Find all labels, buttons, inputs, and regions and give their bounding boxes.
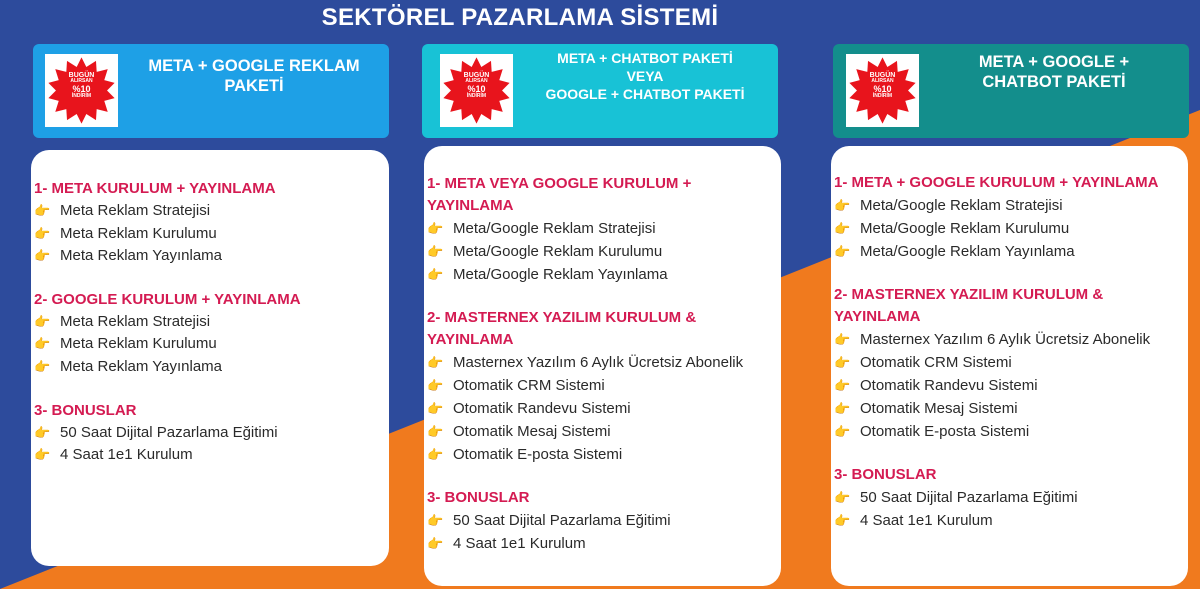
- list-item: [427, 420, 781, 443]
- list-item: [427, 240, 781, 263]
- list-item: [34, 200, 389, 223]
- item-text: Meta/Google Reklam Kurulumu: [453, 243, 663, 260]
- item-text: Meta Reklam Kurulumu: [60, 224, 217, 242]
- pointing-hand-icon: 👉: [834, 244, 851, 259]
- item-text: Otomatik Randevu Sistemi: [453, 400, 631, 417]
- list-item: [427, 532, 781, 555]
- pointing-hand-icon: 👉: [427, 513, 444, 528]
- section: [34, 400, 389, 467]
- pointing-hand-icon: 👉: [34, 313, 51, 329]
- list-item: [834, 240, 1188, 263]
- item-text: Meta/Google Reklam Yayınlama: [860, 243, 1075, 260]
- pointing-hand-icon: 👉: [427, 244, 444, 259]
- badge-line-2: ALIRSAN: [465, 78, 488, 85]
- section: [34, 289, 389, 379]
- package-3-header[interactable]: [833, 44, 1189, 138]
- discount-badge: [45, 54, 118, 127]
- package-2-title: [516, 49, 774, 103]
- item-text: 50 Saat Dijital Pazarlama Eğitimi: [453, 512, 671, 529]
- list-item: [427, 509, 781, 532]
- pointing-hand-icon: 👉: [834, 221, 851, 236]
- package-3-details: [831, 146, 1188, 586]
- badge-line-3: %10: [72, 83, 91, 94]
- package-1-header[interactable]: [33, 44, 389, 138]
- item-text: Meta Reklam Stratejisi: [60, 202, 211, 219]
- pointing-hand-icon: 👉: [427, 401, 444, 416]
- title-line: VEYA: [626, 68, 664, 84]
- item-text: 4 Saat 1e1 Kurulum: [60, 446, 193, 464]
- item-text: Otomatik Mesaj Sistemi: [860, 400, 1018, 417]
- list-item: [34, 444, 389, 467]
- section-title: 3- BONUSLAR: [427, 489, 530, 506]
- title-line: META + CHATBOT PAKETİ: [557, 50, 733, 66]
- item-text: Otomatik CRM Sistemi: [453, 377, 605, 394]
- badge-line-4: İNDİRİM: [872, 93, 893, 100]
- item-text: Otomatik CRM Sistemi: [860, 354, 1012, 371]
- list-item: [834, 217, 1188, 240]
- section: [834, 464, 1188, 532]
- pointing-hand-icon: 👉: [34, 358, 51, 374]
- package-1-details: [31, 150, 389, 566]
- list-item: [427, 374, 781, 397]
- list-item: [427, 217, 781, 240]
- pointing-hand-icon: 👉: [834, 198, 851, 213]
- pointing-hand-icon: 👉: [834, 378, 851, 393]
- item-text: Otomatik E-posta Sistemi: [860, 423, 1030, 440]
- pointing-hand-icon: 👉: [34, 424, 51, 440]
- section-title: 3- BONUSLAR: [834, 466, 937, 483]
- pointing-hand-icon: 👉: [834, 424, 851, 439]
- list-item: [834, 374, 1188, 397]
- pointing-hand-icon: 👉: [427, 355, 444, 370]
- section-title: 3- BONUSLAR: [34, 401, 137, 419]
- pointing-hand-icon: 👉: [834, 355, 851, 370]
- package-3-title: [923, 52, 1185, 92]
- title-line: META + GOOGLE REKLAM: [148, 57, 360, 75]
- section: [427, 307, 781, 466]
- list-item: [34, 356, 389, 379]
- pointing-hand-icon: 👉: [427, 267, 444, 282]
- section: [34, 178, 389, 268]
- list-item: [427, 351, 781, 374]
- pointing-hand-icon: 👉: [427, 221, 444, 236]
- list-item: [834, 509, 1188, 532]
- list-item: [834, 486, 1188, 509]
- item-text: 50 Saat Dijital Pazarlama Eğitimi: [60, 423, 278, 441]
- pointing-hand-icon: 👉: [427, 447, 444, 462]
- pointing-hand-icon: 👉: [34, 203, 51, 218]
- pointing-hand-icon: 👉: [427, 424, 444, 439]
- section-title: 2- GOOGLE KURULUM + YAYINLAMA: [34, 290, 301, 308]
- item-text: Meta Reklam Yayınlama: [60, 357, 223, 375]
- item-text: Otomatik Mesaj Sistemi: [453, 423, 611, 440]
- package-1-title: [123, 56, 385, 96]
- item-text: Otomatik E-posta Sistemi: [453, 446, 623, 463]
- item-text: Otomatik Randevu Sistemi: [860, 377, 1038, 394]
- list-item: [34, 422, 389, 445]
- title-line: META + GOOGLE +: [978, 53, 1130, 71]
- pointing-hand-icon: 👉: [834, 490, 851, 505]
- badge-line-1: BUGÜN: [463, 72, 490, 79]
- section: [834, 284, 1188, 443]
- list-item: [427, 263, 781, 286]
- list-item: [427, 443, 781, 466]
- item-text: Meta Reklam Yayınlama: [60, 247, 223, 265]
- section-title: 1- META + GOOGLE KURULUM + YAYINLAMA: [834, 174, 1159, 191]
- section: [427, 487, 781, 555]
- section: [427, 173, 781, 286]
- badge-line-3: %10: [467, 83, 486, 94]
- discount-badge: [440, 54, 513, 127]
- item-text: Masternex Yazılım 6 Aylık Ücretsiz Abonelik: [453, 354, 744, 371]
- list-item: [34, 311, 389, 334]
- list-item: [834, 328, 1188, 351]
- page-title: SEKTÖREL PAZARLAMA SİSTEMİ: [321, 4, 719, 31]
- list-item: [427, 397, 781, 420]
- section-title: 2- MASTERNEX YAZILIM KURULUM & YAYINLAMA: [834, 286, 1104, 325]
- badge-line-4: İNDİRİM: [466, 93, 487, 100]
- pointing-hand-icon: 👉: [34, 248, 51, 264]
- item-text: 4 Saat 1e1 Kurulum: [860, 512, 993, 529]
- list-item: [34, 333, 389, 356]
- title-line: GOOGLE + CHATBOT PAKETİ: [545, 86, 745, 102]
- pointing-hand-icon: 👉: [834, 513, 851, 528]
- pointing-hand-icon: 👉: [427, 378, 444, 393]
- pointing-hand-icon: 👉: [834, 332, 851, 347]
- badge-line-4: İNDİRİM: [71, 93, 92, 100]
- badge-line-2: ALIRSAN: [871, 78, 894, 85]
- list-item: [834, 351, 1188, 374]
- item-text: Meta Reklam Kurulumu: [60, 335, 217, 353]
- list-item: [834, 420, 1188, 443]
- badge-line-2: ALIRSAN: [70, 78, 93, 85]
- item-text: 50 Saat Dijital Pazarlama Eğitimi: [860, 489, 1078, 506]
- section-title: 2- MASTERNEX YAZILIM KURULUM & YAYINLAMA: [427, 309, 697, 348]
- item-text: Masternex Yazılım 6 Aylık Ücretsiz Abonelik: [860, 331, 1151, 348]
- list-item: [834, 194, 1188, 217]
- item-text: Meta/Google Reklam Yayınlama: [453, 266, 668, 283]
- pointing-hand-icon: 👉: [34, 336, 51, 352]
- pointing-hand-icon: 👉: [34, 225, 51, 241]
- pointing-hand-icon: 👉: [427, 536, 444, 551]
- section-title: 1- META KURULUM + YAYINLAMA: [34, 180, 276, 197]
- list-item: [34, 223, 389, 246]
- section-title: 1- META VEYA GOOGLE KURULUM + YAYINLAMA: [427, 175, 692, 214]
- badge-line-3: %10: [873, 83, 892, 94]
- list-item: [834, 397, 1188, 420]
- package-2-details: [424, 146, 781, 586]
- discount-badge: [846, 54, 919, 127]
- title-line: CHATBOT PAKETİ: [982, 73, 1126, 91]
- badge-line-1: BUGÜN: [68, 72, 95, 79]
- item-text: Meta/Google Reklam Stratejisi: [860, 197, 1063, 214]
- item-text: 4 Saat 1e1 Kurulum: [453, 535, 586, 552]
- list-item: [34, 245, 389, 268]
- item-text: Meta Reklam Stratejisi: [60, 312, 211, 330]
- title-line: PAKETİ: [224, 77, 284, 95]
- pointing-hand-icon: 👉: [834, 401, 851, 416]
- section: [834, 172, 1188, 263]
- pointing-hand-icon: 👉: [34, 447, 51, 463]
- package-2-header[interactable]: [422, 44, 778, 138]
- item-text: Meta/Google Reklam Kurulumu: [860, 220, 1070, 237]
- item-text: Meta/Google Reklam Stratejisi: [453, 220, 656, 237]
- badge-line-1: BUGÜN: [869, 72, 896, 79]
